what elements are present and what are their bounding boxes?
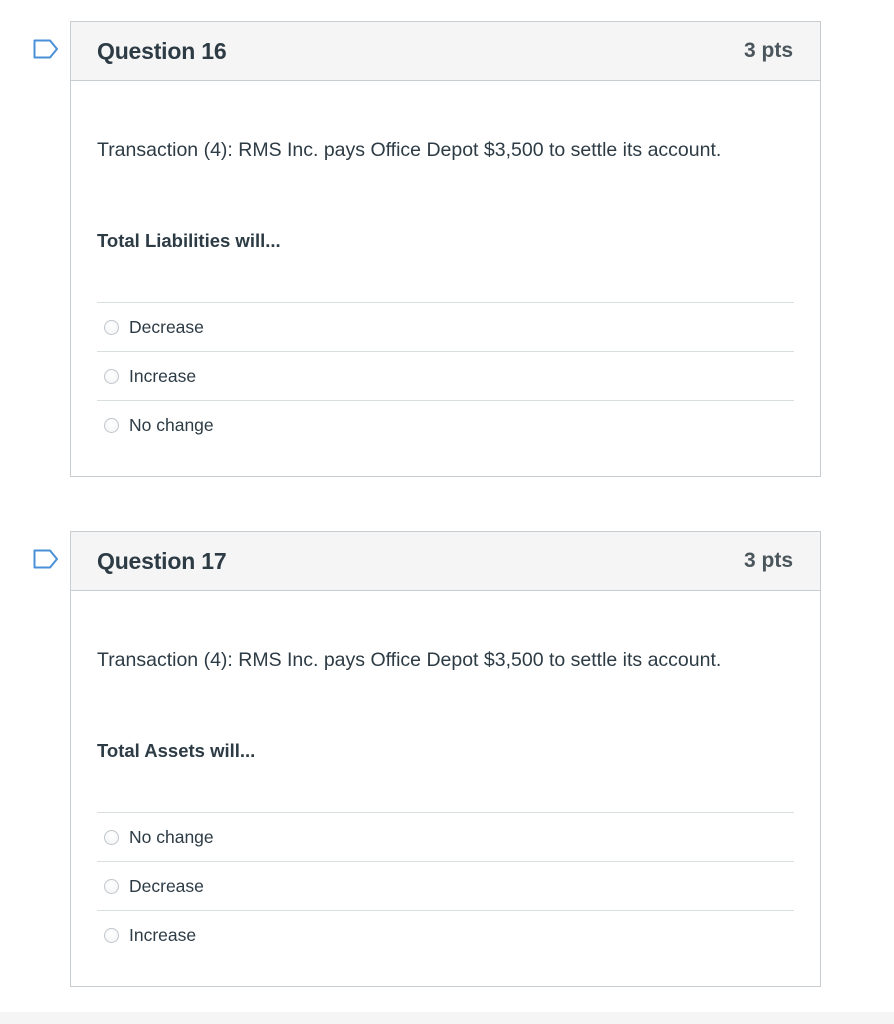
question-16 — [70, 21, 821, 477]
question-points: 3 pts — [743, 39, 793, 62]
answer-list — [97, 812, 794, 960]
question-prompt: Total Assets will... — [97, 740, 256, 761]
question-title: Question 17 — [97, 547, 227, 574]
flag-question-17-icon[interactable] — [33, 549, 59, 569]
question-header — [71, 22, 820, 81]
radio-button[interactable] — [104, 830, 119, 845]
page-footer-strip — [0, 1012, 894, 1024]
flag-question-16-icon[interactable] — [33, 39, 59, 59]
answer-option-no-change[interactable] — [97, 813, 794, 862]
radio-button[interactable] — [104, 320, 119, 335]
answer-label[interactable]: Increase — [129, 365, 197, 386]
answer-option-decrease[interactable] — [97, 862, 794, 911]
question-body — [71, 648, 820, 960]
answer-label[interactable]: Decrease — [129, 875, 204, 896]
answer-option-decrease[interactable] — [97, 303, 794, 352]
answer-option-increase[interactable] — [97, 911, 794, 960]
question-text: Transaction (4): RMS Inc. pays Office Depot $3,500 to settle its account. — [97, 649, 722, 671]
answer-label[interactable]: No change — [129, 415, 214, 435]
question-prompt: Total Liabilities will... — [97, 230, 281, 251]
question-text: Transaction (4): RMS Inc. pays Office Depot $3,500 to settle its account. — [97, 139, 722, 161]
answer-option-no-change[interactable] — [97, 401, 794, 450]
radio-button[interactable] — [104, 928, 119, 943]
radio-button[interactable] — [104, 418, 119, 433]
answer-label[interactable]: Decrease — [129, 316, 204, 337]
question-header — [71, 532, 820, 591]
answer-label[interactable]: No change — [129, 826, 214, 847]
answer-option-increase[interactable] — [97, 352, 794, 401]
radio-button[interactable] — [104, 369, 119, 384]
question-points: 3 pts — [743, 549, 793, 572]
answer-label[interactable]: Increase — [129, 925, 197, 945]
question-body — [71, 138, 820, 450]
answer-list — [97, 302, 794, 450]
question-title: Question 16 — [97, 37, 227, 64]
question-17 — [70, 531, 821, 987]
radio-button[interactable] — [104, 879, 119, 894]
